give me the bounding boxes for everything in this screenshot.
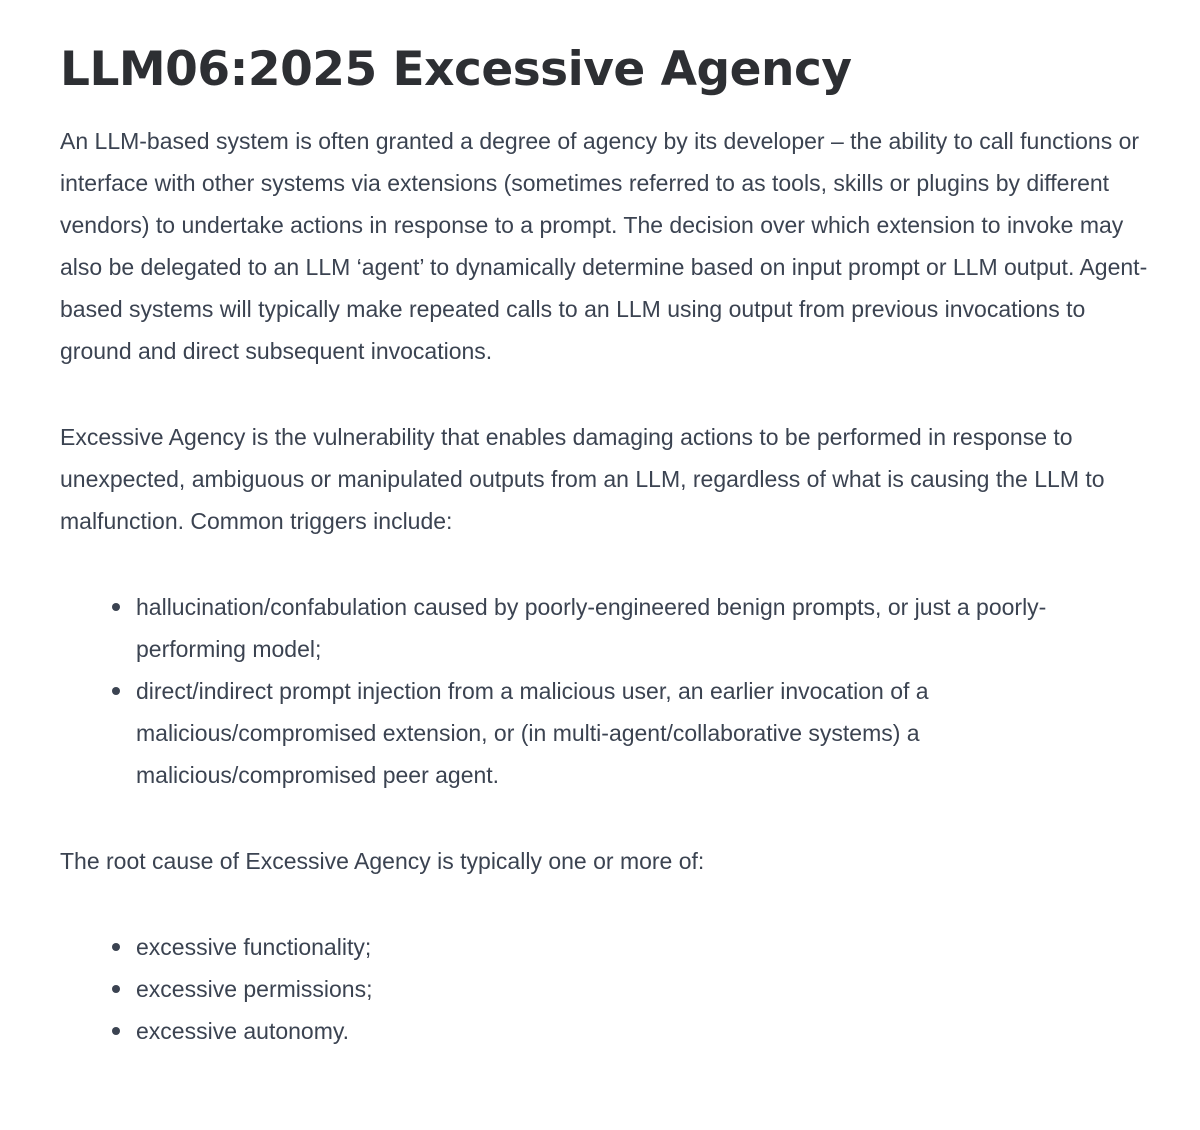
list-item: [136, 1010, 1146, 1052]
bullet-icon: [112, 603, 120, 611]
list-item-text: excessive permissions;: [136, 976, 373, 1002]
bullet-icon: [112, 687, 120, 695]
bullet-icon: [112, 1027, 120, 1035]
page-title: LLM06:2025 Excessive Agency: [60, 42, 852, 97]
root-causes-list: [60, 926, 1160, 1052]
bullet-icon: [112, 985, 120, 993]
list-item-text: direct/indirect prompt injection from a malicious user, an earlier invocation of a malicious/compromised extension, or (in multi-agent/collaborative systems) a malicious/compromised peer agent.: [136, 678, 929, 788]
list-item: [136, 670, 1146, 796]
bullet-icon: [112, 943, 120, 951]
list-item: [136, 586, 1146, 670]
list-item-text: excessive functionality;: [136, 934, 372, 960]
list-item: [136, 926, 1146, 968]
article: [0, 40, 1200, 1130]
list-item-text: hallucination/confabulation caused by poorly-engineered benign prompts, or just a poorly-performing model;: [136, 594, 1047, 662]
triggers-list: [60, 586, 1160, 796]
list-item: [136, 968, 1146, 1010]
intro-paragraph: An LLM-based system is often granted a degree of agency by its developer – the ability to call functions or interface with other systems via extensions (sometimes referred to as tools, skills or plugins by different vendors) to undertake actions in response to a prompt. The decision over which extension to invoke may also be delegated to an LLM ‘agent’ to dynamically determine based on input prompt or LLM output. Agent-based systems will typically make repeated calls to an LLM using output from previous invocations to ground and direct subsequent invocations.: [60, 128, 1148, 364]
list-item-text: excessive autonomy.: [136, 1018, 350, 1044]
definition-paragraph: Excessive Agency is the vulnerability that enables damaging actions to be performed in response to unexpected, ambiguous or manipulated outputs from an LLM, regardless of what is causing the LLM to malfunction. Common triggers include:: [60, 424, 1105, 534]
root-cause-paragraph: The root cause of Excessive Agency is typically one or more of:: [60, 848, 705, 874]
